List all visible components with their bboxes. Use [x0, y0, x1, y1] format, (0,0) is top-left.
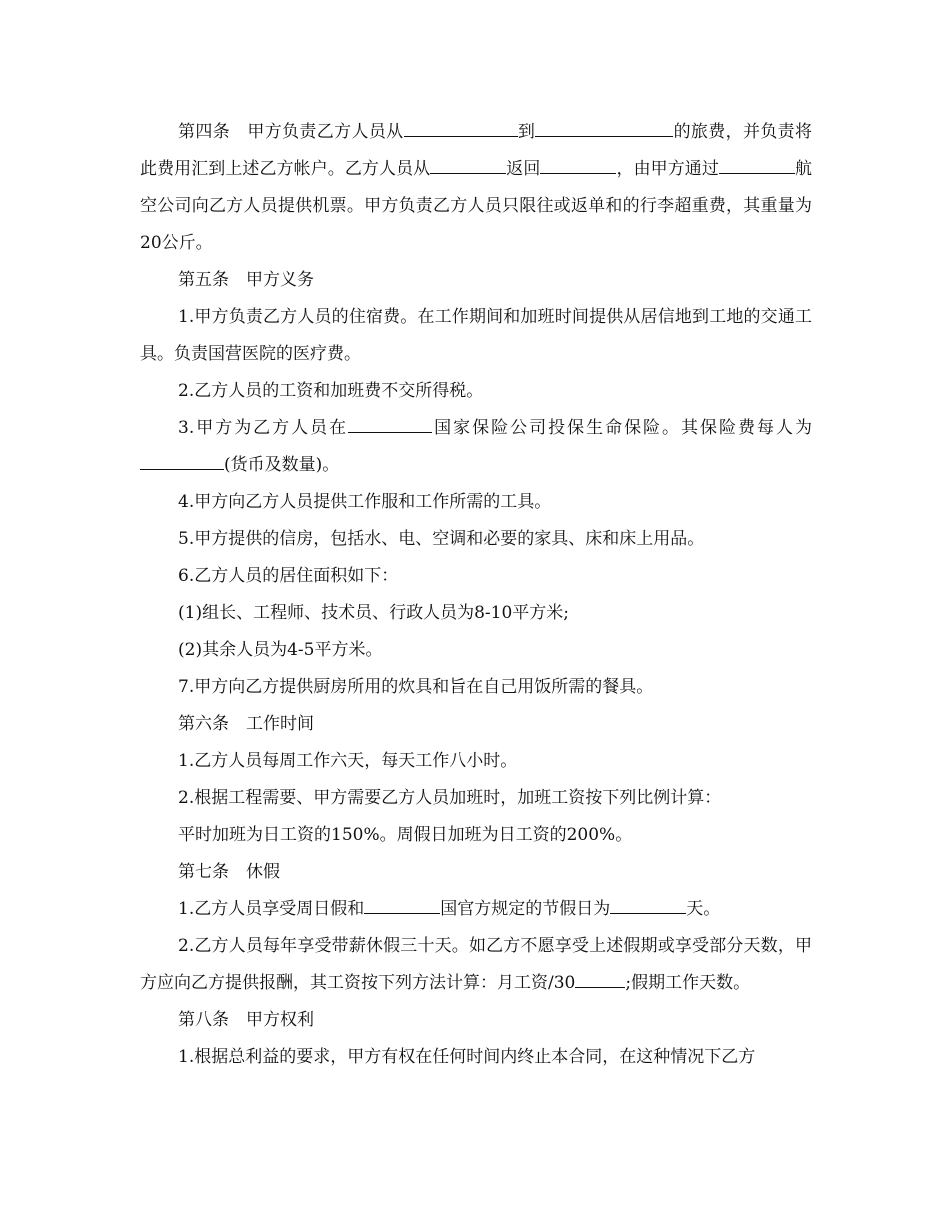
article-6-item-2: 2.根据工程需要、甲方需要乙方人员加班时，加班工资按下列比例计算：	[178, 788, 722, 808]
article-7-item-2-text-a: 2.乙方人员每年享受带薪休假三十天。如乙方不愿享受上述假期或享受部分天数，甲方应向乙方提供报酬，其工资按下列方法计算：月工资/30	[140, 936, 812, 993]
article-7-item-1-text-c: 天。	[686, 899, 721, 919]
article-7-item-1	[140, 891, 812, 928]
article-7-heading: 第七条 休假	[178, 862, 280, 882]
blank-destination[interactable]	[535, 121, 673, 137]
blank-insurance-country[interactable]	[348, 417, 432, 433]
article-5-item-6-2: (2)其余人员为4-5平方米。	[178, 640, 383, 660]
article-4-text-6: 航空公司向乙方人员提供机票。甲方负责乙方人员只限往或返单和的行李超重费，其重量为20公斤。	[140, 159, 813, 253]
article-5-item-6-1: (1)组长、工程师、技术员、行政人员为8-10平方米;	[178, 603, 569, 623]
article-4-text-4: 返回	[506, 159, 541, 179]
article-4-text-3: 的旅费，并负责将此费用汇到上述乙方帐户。乙方人员从	[140, 122, 813, 179]
blank-holiday-country[interactable]	[364, 898, 440, 914]
article-5-item-5: 5.甲方提供的信房，包括水、电、空调和必要的家具、床和床上用品。	[178, 529, 705, 549]
blank-return-from[interactable]	[430, 158, 506, 174]
article-5-item-4: 4.甲方向乙方人员提供工作服和工作所需的工具。	[178, 492, 552, 512]
article-8-heading: 第八条 甲方权利	[178, 1010, 314, 1030]
article-4-text-2: 到	[517, 122, 536, 142]
article-6-item-1: 1.乙方人员每周工作六天，每天工作八小时。	[178, 751, 518, 771]
article-7-item-2-text-b: ;假期工作天数。	[625, 973, 751, 993]
article-4-text-1: 第四条 甲方负责乙方人员从	[178, 122, 404, 142]
article-5-item-7: 7.甲方向乙方提供厨房所用的炊具和旨在自己用饭所需的餐具。	[178, 677, 654, 697]
article-5-item-3-text-b: 国家保险公司投保生命保险。其保险费每人为	[432, 418, 812, 438]
article-5-heading: 第五条 甲方义务	[178, 270, 314, 290]
article-4-paragraph	[140, 114, 812, 262]
blank-pay-formula[interactable]	[575, 972, 625, 988]
blank-holiday-days[interactable]	[610, 898, 686, 914]
article-6-heading: 第六条 工作时间	[178, 714, 314, 734]
article-6-item-2-note: 平时加班为日工资的150%。周假日加班为日工资的200%。	[178, 825, 633, 845]
article-5-item-3	[140, 410, 812, 484]
article-4-text-5: ，由甲方通过	[616, 159, 719, 179]
blank-return-to[interactable]	[540, 158, 616, 174]
blank-airline[interactable]	[719, 158, 795, 174]
article-7-item-1-text-a: 1.乙方人员享受周日假和	[178, 899, 365, 919]
article-7-item-1-text-b: 国官方规定的节假日为	[440, 899, 611, 919]
article-5-item-6: 6.乙方人员的居住面积如下：	[178, 566, 399, 586]
blank-insurance-amount[interactable]	[140, 454, 224, 470]
document-body	[140, 114, 812, 1076]
article-5-item-3-text-c: (货币及数量)。	[224, 455, 340, 475]
article-5-item-3-text-a: 3.甲方为乙方人员在	[178, 418, 349, 438]
article-5-item-2: 2.乙方人员的工资和加班费不交所得税。	[178, 381, 484, 401]
article-5-item-1: 1.甲方负责乙方人员的住宿费。在工作期间和加班时间提供从居信地到工地的交通工具。负责国营医院的医疗费。	[140, 307, 812, 364]
article-8-item-1: 1.根据总利益的要求，甲方有权在任何时间内终止本合同，在这种情况下乙方	[178, 1047, 756, 1067]
blank-origin[interactable]	[404, 121, 518, 137]
article-7-item-2	[140, 928, 812, 1002]
